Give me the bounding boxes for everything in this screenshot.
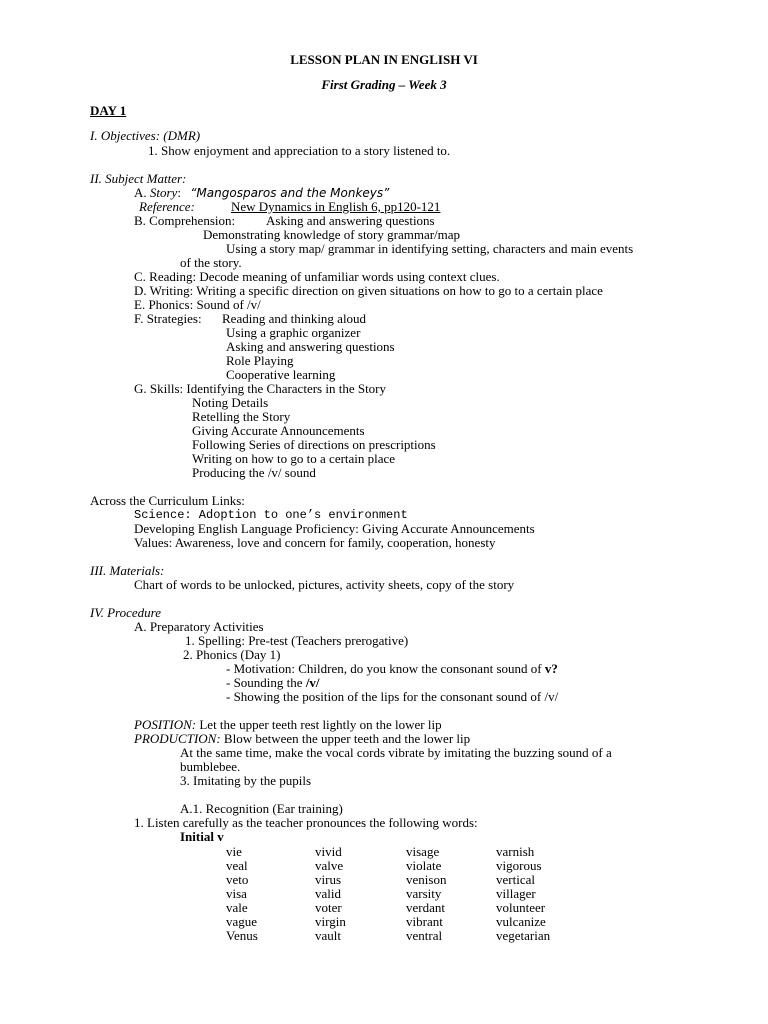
- word-item: virgin: [315, 914, 346, 929]
- word-item: varnish: [496, 844, 535, 859]
- curriculum-values: Values: Awareness, love and concern for family, cooperation, honesty: [134, 535, 496, 550]
- comprehension-item: of the story.: [180, 255, 242, 270]
- motivation-line: [226, 662, 558, 676]
- word-item: violate: [406, 858, 442, 873]
- word-item: virus: [315, 872, 341, 887]
- showing-line: - Showing the position of the lips for the consonant sound of /v/: [226, 689, 559, 704]
- word-item: Venus: [226, 928, 258, 943]
- story-title: “Mangosparos and the Monkeys”: [190, 186, 390, 200]
- motivation-text: - Motivation: Children, do you know the consonant sound of: [226, 661, 545, 676]
- word-item: valid: [315, 886, 341, 901]
- skill-item: Following Series of directions on prescriptions: [192, 437, 436, 452]
- story-line: [134, 186, 389, 200]
- word-column-3: [406, 845, 446, 943]
- story-label: Story: [149, 185, 178, 200]
- word-item: vale: [226, 900, 248, 915]
- word-item: voter: [315, 900, 342, 915]
- sounding-text: - Sounding the: [226, 675, 306, 690]
- word-item: veto: [226, 872, 249, 887]
- initial-v-heading: Initial v: [180, 829, 224, 844]
- curriculum-english: Developing English Language Proficiency: Giving Accurate Announcements: [134, 521, 535, 536]
- writing-line: D. Writing: Writing a specific direction on given situations on how to go to a certain place: [134, 283, 603, 298]
- motivation-bold: v?: [544, 661, 558, 676]
- day-heading: DAY 1: [90, 103, 127, 118]
- story-prefix: A.: [134, 185, 147, 200]
- listen-line: 1. Listen carefully as the teacher pronounces the following words:: [134, 815, 478, 830]
- vocal-cords-line: At the same time, make the vocal cords vibrate by imitating the buzzing sound of a: [180, 745, 612, 760]
- strategies-label: F. Strategies:: [134, 311, 202, 326]
- word-item: valve: [315, 858, 344, 873]
- curriculum-science: Science: Adoption to one’s environment: [134, 508, 408, 522]
- procedure-heading: IV. Procedure: [90, 605, 161, 620]
- objective-item: 1. Show enjoyment and appreciation to a story listened to.: [148, 143, 451, 158]
- materials-heading: III. Materials:: [90, 563, 165, 578]
- comprehension-item: Demonstrating knowledge of story grammar/map: [203, 227, 461, 242]
- strategy-item: Reading and thinking aloud: [222, 311, 367, 326]
- skill-item: Giving Accurate Announcements: [192, 423, 365, 438]
- subject-matter-heading: II. Subject Matter:: [90, 171, 187, 186]
- recognition-line: A.1. Recognition (Ear training): [180, 801, 343, 816]
- phonics-line: E. Phonics: Sound of /v/: [134, 297, 261, 312]
- story-colon: :: [177, 185, 181, 200]
- word-item: ventral: [406, 928, 443, 943]
- doc-title: LESSON PLAN IN ENGLISH VI: [290, 52, 478, 67]
- word-item: visage: [406, 844, 440, 859]
- objectives-heading: I. Objectives: (DMR): [90, 128, 201, 143]
- reference-value: New Dynamics in English 6, pp120-121: [231, 199, 441, 214]
- word-column-1: [226, 845, 258, 943]
- production-line: [134, 732, 470, 746]
- word-item: vie: [226, 844, 242, 859]
- word-item: vague: [226, 914, 258, 929]
- skill-item: Writing on how to go to a certain place: [192, 451, 396, 466]
- skill-item: Producing the /v/ sound: [192, 465, 316, 480]
- word-item: villager: [496, 886, 536, 901]
- materials-text: Chart of words to be unlocked, pictures, activity sheets, copy of the story: [134, 577, 515, 592]
- phonics-day-line: 2. Phonics (Day 1): [183, 647, 281, 662]
- production-text: Blow between the upper teeth and the lower lip: [220, 731, 471, 746]
- strategy-item: Using a graphic organizer: [226, 325, 361, 340]
- bumblebee-line: bumblebee.: [180, 759, 241, 774]
- imitating-line: 3. Imitating by the pupils: [180, 773, 312, 788]
- position-line: [134, 718, 442, 732]
- position-text: Let the upper teeth rest lightly on the lower lip: [196, 717, 442, 732]
- comprehension-item: Asking and answering questions: [266, 213, 435, 228]
- word-column-4: [496, 845, 550, 943]
- word-item: vivid: [315, 844, 342, 859]
- word-item: varsity: [406, 886, 442, 901]
- curriculum-heading: Across the Curriculum Links:: [90, 493, 245, 508]
- skills-label: G. Skills: Identifying the Characters in the Story: [134, 381, 387, 396]
- word-item: vibrant: [406, 914, 443, 929]
- reading-line: C. Reading: Decode meaning of unfamiliar words using context clues.: [134, 269, 500, 284]
- word-item: vault: [315, 928, 341, 943]
- strategy-item: Cooperative learning: [226, 367, 336, 382]
- word-item: vertical: [496, 872, 535, 887]
- doc-subtitle: First Grading – Week 3: [321, 77, 447, 92]
- word-item: vulcanize: [496, 914, 546, 929]
- strategy-item: Role Playing: [226, 353, 294, 368]
- production-label: PRODUCTION:: [134, 731, 221, 746]
- word-item: veal: [226, 858, 248, 873]
- word-item: volunteer: [496, 900, 546, 915]
- word-item: verdant: [406, 900, 445, 915]
- strategy-item: Asking and answering questions: [226, 339, 395, 354]
- reference-label: Reference:: [139, 199, 195, 214]
- preparatory-line: A. Preparatory Activities: [134, 619, 264, 634]
- word-column-2: [315, 845, 346, 943]
- comprehension-label: B. Comprehension:: [134, 213, 236, 228]
- skill-item: Noting Details: [192, 395, 269, 410]
- sounding-line: [226, 676, 320, 690]
- sounding-bold: /v/: [305, 675, 320, 690]
- word-item: visa: [226, 886, 247, 901]
- spelling-line: 1. Spelling: Pre-test (Teachers prerogative): [185, 633, 409, 648]
- word-item: vigorous: [496, 858, 542, 873]
- position-label: POSITION:: [134, 717, 197, 732]
- word-item: venison: [406, 872, 447, 887]
- comprehension-item: Using a story map/ grammar in identifying setting, characters and main events: [226, 241, 634, 256]
- skill-item: Retelling the Story: [192, 409, 291, 424]
- word-item: vegetarian: [496, 928, 551, 943]
